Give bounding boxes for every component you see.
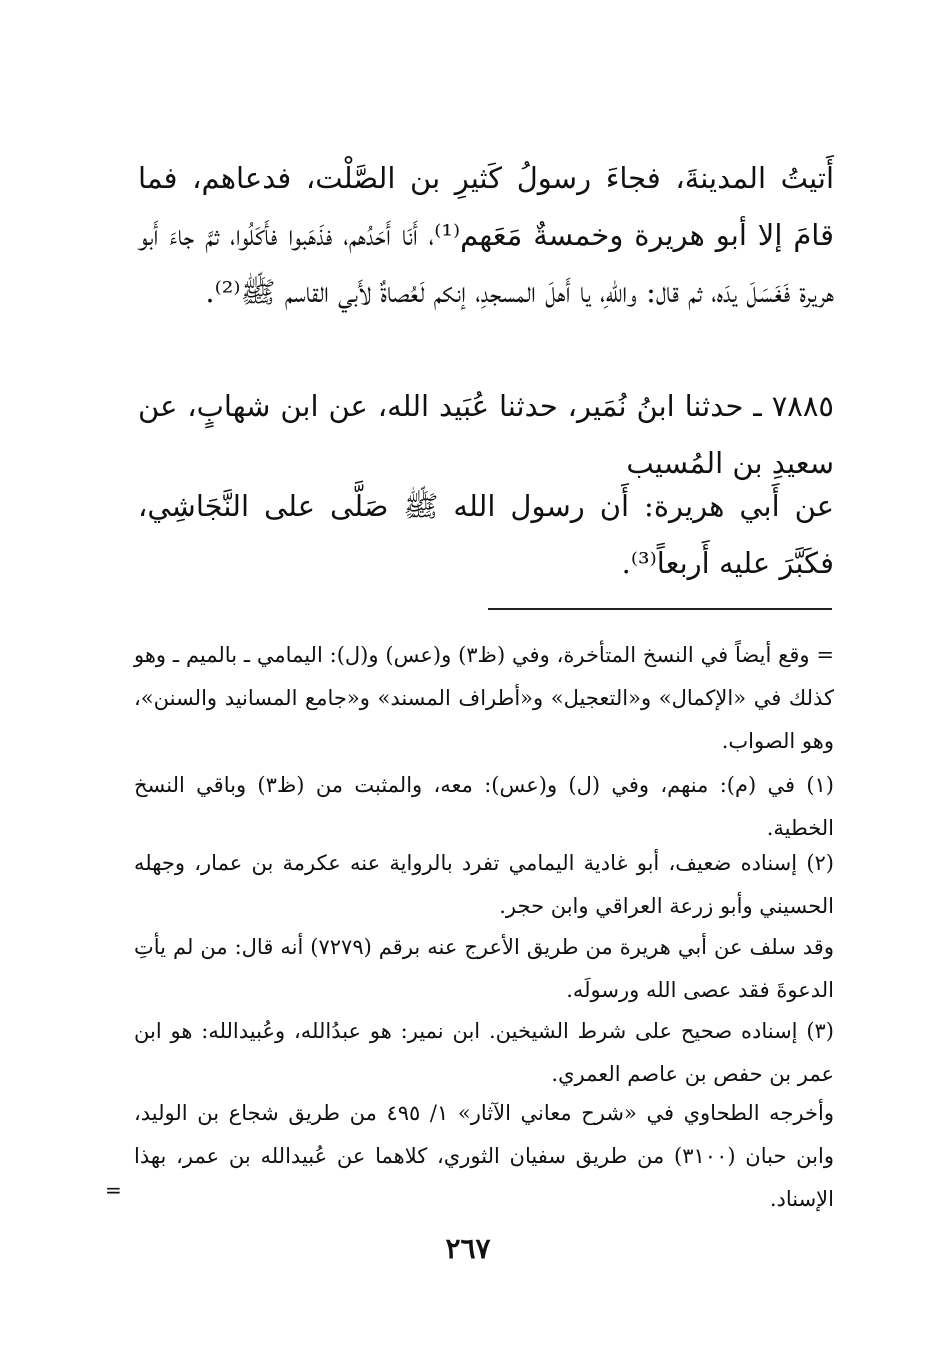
hadith-matn-paragraph: عن أَبي هريرة: أَن رسول الله ﷺ صَلَّى على النَّجَاشِي، فكَبَّرَ عليه أَربعاً⁽³⁾. (138, 489, 834, 580)
footnote-separator (488, 608, 832, 610)
footnote-2: (٢) إسناده ضعيف، أبو غادية اليمامي تفرد بالرواية عنه عكرمة بن عمار، وجهله الحسيني وأبو زرعة العراقي وابن حجر. (134, 851, 834, 918)
page-number: ٢٦٧ (445, 1232, 491, 1265)
hadith-isnad-paragraph: ٧٨٨٥ ـ حدثنا ابنُ نُمَير، حدثنا عُبَيد الله، عن ابن شهابٍ، عن سعيدِ بن المُسيب (138, 389, 834, 480)
footnote-continuation: = وقع أيضاً في النسخ المتأخرة، وفي (ظ٣) و(عس) و(ل): اليمامي ـ بالميم ـ وهو كذلك في «الإكمال» و«التعجيل» و«أطراف المسند» و«جامع المسانيد والسنن»، وهو الصواب. (134, 643, 834, 753)
footnote-2-continued: وقد سلف عن أبي هريرة من طريق الأعرج عنه برقم (٧٢٧٩) أنه قال: من لم يأتِ الدعوةَ فقد عصى الله ورسولَه. (134, 935, 834, 1002)
continued-marker: = (105, 1178, 122, 1202)
hadith-text-paragraph: أَتيتُ المدينةَ، فجاءَ رسولُ كَثيرِ بن الصَّلْت، فدعاهم، فما قامَ إلا أبو هريرة وخمسةٌ مَعَهم⁽¹⁾، أَنَا أَحَدُهم، فذَهَبوا فأَكَلُوا، ثمَّ جاءَ أَبو هريرة فَغَسَلَ يدَه، ثم قال: واللهِ، يا أَهلَ المسجدِ، إنكم لَعُصاةٌ لأَبي القاسم ﷺ⁽²⁾. (138, 161, 834, 309)
footnote-1: (١) في (م): منهم، وفي (ل) و(عس): معه، والمثبت من (ظ٣) وباقي النسخ الخطية. (134, 773, 834, 840)
footnote-3: (٣) إسناده صحيح على شرط الشيخين. ابن نمير: هو عبدُالله، وعُبيدالله: هو ابن عمر بن حفص بن عاصم العمري. (134, 1019, 834, 1086)
footnote-3-continued: وأخرجه الطحاوي في «شرح معاني الآثار» ١/ ٤٩٥ من طريق شجاع بن الوليد، وابن حبان (٣١٠٠) من طريق سفيان الثوري، كلاهما عن عُبيدالله بن عمر، بهذا الإسناد. (134, 1101, 834, 1211)
